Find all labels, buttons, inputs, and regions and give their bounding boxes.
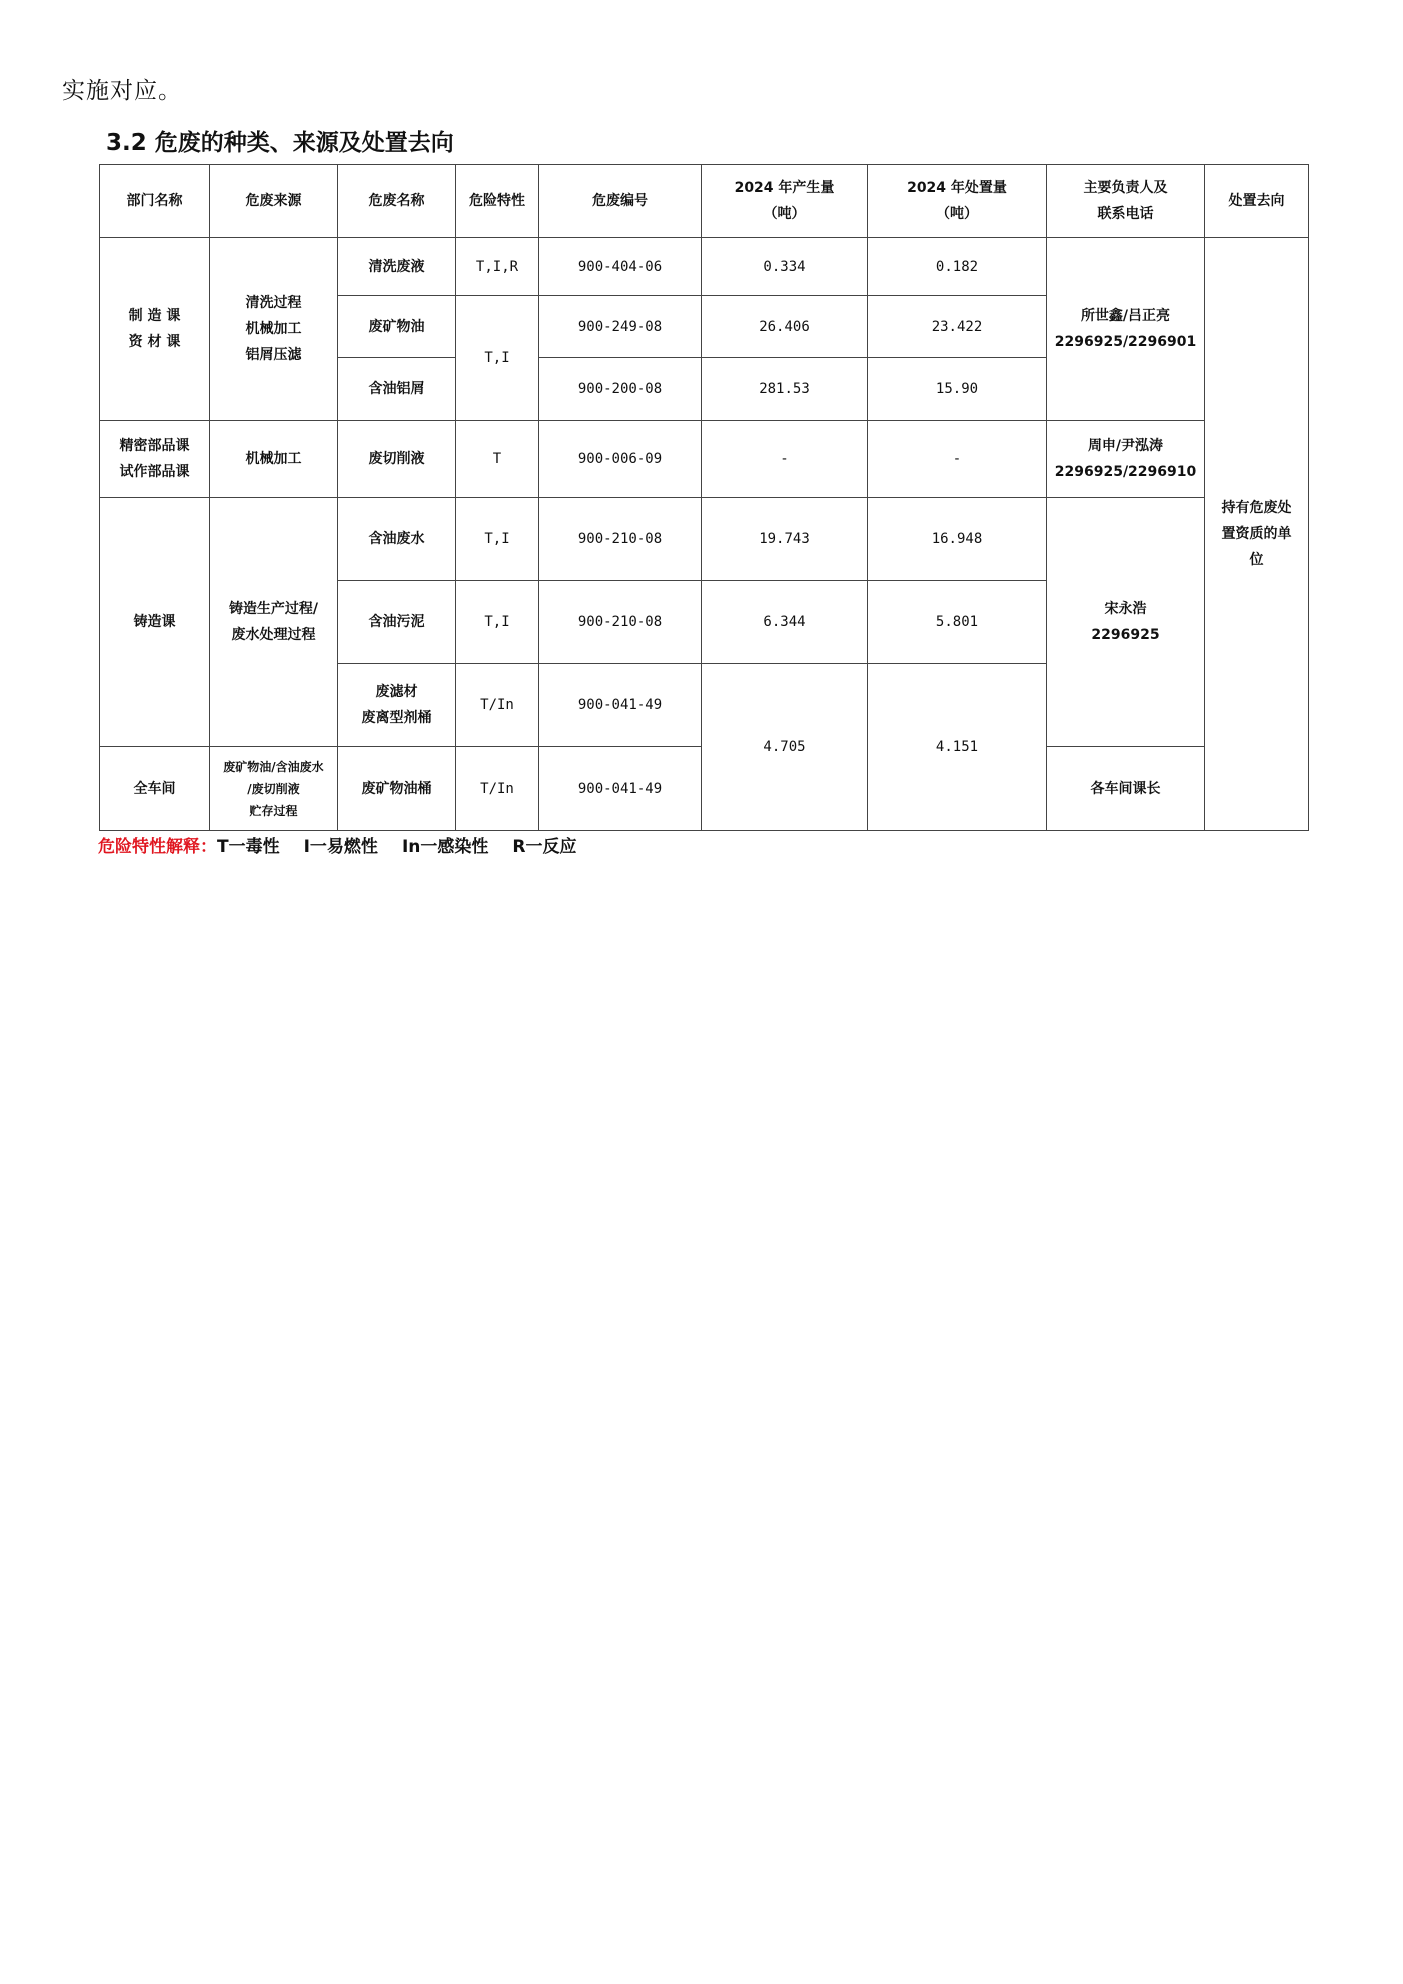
group1-contact [1047, 238, 1205, 421]
group2-dept [100, 421, 210, 498]
table-row [100, 238, 1309, 296]
group1-row1-code: 900-404-06 [539, 238, 702, 296]
group2-disposed: - [868, 421, 1047, 498]
table-row [100, 498, 1309, 581]
group1-dept-line2: 资 材 课 [128, 334, 181, 350]
group4-source-line2: /废切削液 [247, 781, 300, 796]
group3-row1-hazard: T,I [456, 498, 539, 581]
group2-produced: - [702, 421, 868, 498]
legend-item-reactivity: R一反应 [512, 837, 577, 857]
group1-row3-name: 含油铝屑 [338, 358, 456, 421]
header-destination: 处置去向 [1205, 165, 1309, 238]
group3-row2-hazard: T,I [456, 581, 539, 664]
group2-contact-line1: 周申/尹泓涛 [1087, 438, 1164, 454]
group4-contact: 各车间课长 [1047, 747, 1205, 831]
header-hazard: 危险特性 [456, 165, 539, 238]
group3-source-line2: 废水处理过程 [231, 627, 316, 643]
group3-source [210, 498, 338, 747]
header-produced-line1: 2024 年产生量 [734, 180, 835, 196]
group2-contact [1047, 421, 1205, 498]
group1-source-line1: 清洗过程 [245, 295, 302, 311]
group3-row3-hazard: T/In [456, 664, 539, 747]
group3-row3-name-line1: 废滤材 [375, 684, 418, 700]
group4-source-line3: 贮存过程 [249, 803, 298, 818]
group3-row2-name: 含油污泥 [338, 581, 456, 664]
group1-source [210, 238, 338, 421]
group3-row3-name-line2: 废离型剂桶 [361, 710, 432, 726]
group3-row1-disposed: 16.948 [868, 498, 1047, 581]
header-disposed-line2: （吨） [936, 206, 978, 222]
destination-cell [1205, 238, 1309, 831]
group3-source-line1: 铸造生产过程/ [228, 601, 319, 617]
header-name: 危废名称 [338, 165, 456, 238]
group2-code: 900-006-09 [539, 421, 702, 498]
shared-produced: 4.705 [702, 664, 868, 831]
group4-source [210, 747, 338, 831]
header-contact [1047, 165, 1205, 238]
header-produced [702, 165, 868, 238]
group3-row1-produced: 19.743 [702, 498, 868, 581]
group3-row3-name [338, 664, 456, 747]
group3-dept: 铸造课 [100, 498, 210, 747]
group3-row2-produced: 6.344 [702, 581, 868, 664]
group1-source-line3: 铝屑压滤 [245, 347, 302, 363]
group1-row3-produced: 281.53 [702, 358, 868, 421]
group1-row1-disposed: 0.182 [868, 238, 1047, 296]
group3-contact-line2: 2296925 [1091, 627, 1160, 643]
table-row [100, 421, 1309, 498]
group1-row1-name: 清洗废液 [338, 238, 456, 296]
header-disposed-line1: 2024 年处置量 [907, 180, 1007, 196]
legend-label: 危险特性解释： [98, 837, 217, 857]
hazard-legend [98, 832, 600, 857]
group1-row2-name: 废矿物油 [338, 296, 456, 358]
header-contact-line2: 联系电话 [1097, 206, 1154, 222]
group4-code: 900-041-49 [539, 747, 702, 831]
group1-row1-produced: 0.334 [702, 238, 868, 296]
group1-contact-line2: 2296925/2296901 [1054, 334, 1197, 350]
header-produced-line2: （吨） [763, 206, 806, 222]
group1-dept [100, 238, 210, 421]
header-source: 危废来源 [210, 165, 338, 238]
group1-row2-hazard: T,I [456, 296, 539, 421]
group3-row1-code: 900-210-08 [539, 498, 702, 581]
group1-row3-disposed: 15.90 [868, 358, 1047, 421]
group4-dept: 全车间 [100, 747, 210, 831]
header-dept: 部门名称 [100, 165, 210, 238]
header-code: 危废编号 [539, 165, 702, 238]
group3-contact [1047, 498, 1205, 747]
group2-dept-line2: 试作部品课 [119, 464, 190, 480]
group1-row2-code: 900-249-08 [539, 296, 702, 358]
group1-dept-line1: 制 造 课 [128, 308, 181, 324]
group4-name: 废矿物油桶 [338, 747, 456, 831]
destination-line1: 持有危废处 [1221, 500, 1292, 516]
intro-text: 实施对应。 [62, 78, 182, 104]
section-heading: 3.2 危废的种类、来源及处置去向 [106, 130, 454, 156]
group4-source-line1: 废矿物油/含油废水 [223, 759, 324, 774]
header-disposed [868, 165, 1047, 238]
group3-row1-name: 含油废水 [338, 498, 456, 581]
table-header-row [100, 165, 1309, 238]
group2-name: 废切削液 [338, 421, 456, 498]
group1-row2-produced: 26.406 [702, 296, 868, 358]
group3-row3-code: 900-041-49 [539, 664, 702, 747]
group4-hazard: T/In [456, 747, 539, 831]
group1-source-line2: 机械加工 [245, 321, 302, 337]
header-contact-line1: 主要负责人及 [1083, 180, 1168, 196]
group3-contact-line1: 宋永浩 [1104, 601, 1147, 617]
group2-hazard: T [456, 421, 539, 498]
hazardous-waste-table [99, 164, 1309, 831]
group1-contact-line1: 所世鑫/吕正亮 [1080, 308, 1171, 324]
group3-row2-disposed: 5.801 [868, 581, 1047, 664]
group3-row2-code: 900-210-08 [539, 581, 702, 664]
group2-dept-line1: 精密部品课 [119, 438, 190, 454]
group1-row3-code: 900-200-08 [539, 358, 702, 421]
destination-line3: 位 [1249, 552, 1264, 568]
group2-source: 机械加工 [210, 421, 338, 498]
group1-row1-hazard: T,I,R [456, 238, 539, 296]
group1-row2-disposed: 23.422 [868, 296, 1047, 358]
legend-item-flammability: I一易燃性 [303, 837, 378, 857]
shared-disposed: 4.151 [868, 664, 1047, 831]
legend-item-infectivity: In一感染性 [401, 837, 489, 857]
destination-line2: 置资质的单 [1221, 526, 1292, 542]
group2-contact-line2: 2296925/2296910 [1054, 464, 1197, 480]
legend-item-toxicity: T一毒性 [217, 837, 280, 857]
